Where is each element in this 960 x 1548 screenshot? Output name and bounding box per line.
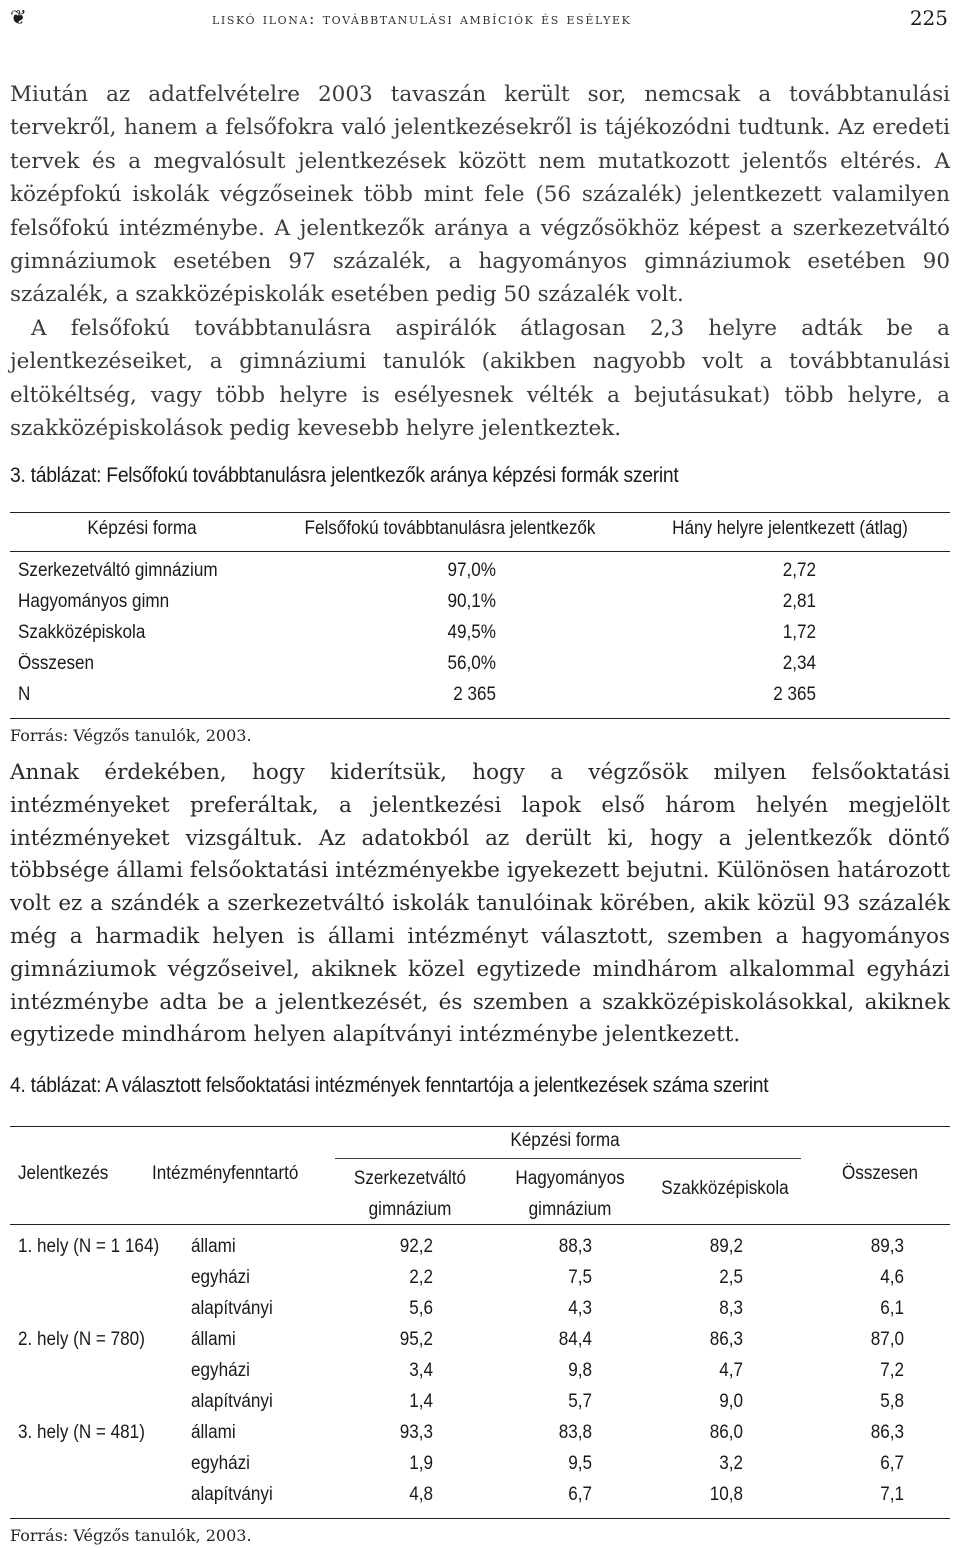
table4-cell-hagyomanyos: 84,4 bbox=[558, 1329, 592, 1350]
table3-bottom-rule bbox=[10, 718, 950, 719]
table3-header-atlag: Hány helyre jelentkezett (átlag) bbox=[672, 518, 908, 539]
table4-cell-osszesen: 6,7 bbox=[880, 1453, 904, 1474]
table4-top-rule bbox=[10, 1126, 950, 1127]
table4-cell-jelentkezes: 2. hely (N = 780) bbox=[18, 1329, 145, 1350]
table4-header-hagyomanyos: Hagyományos gimnázium bbox=[515, 1168, 625, 1220]
table4-cell-szakkozep: 10,8 bbox=[709, 1484, 743, 1505]
table3-cell-atlag: 2 365 bbox=[773, 684, 816, 705]
table4-source: Forrás: Végzős tanulók, 2003. bbox=[10, 1526, 252, 1545]
table4-cell-szakkozep: 8,3 bbox=[719, 1298, 743, 1319]
table4-cell-szerkezetvalto: 1,9 bbox=[409, 1453, 433, 1474]
table4-cell-osszesen: 87,0 bbox=[870, 1329, 904, 1350]
table4-cell-hagyomanyos: 6,7 bbox=[568, 1484, 592, 1505]
table4-cell-jelentkezes: 3. hely (N = 481) bbox=[18, 1422, 145, 1443]
table3-cell-jelentkezok: 49,5% bbox=[447, 622, 496, 643]
intro-paragraph-2: A felsőfokú továbbtanulásra aspirálók átlagosan 2,3 helyre adták be a jelentkezéseiket, a gimnáziumi tanulók (akikben nagyobb volt a továbbtanulási eltökéltség, vagy több helyre is esélyesnek vélték a bejutásukat) több helyre, a szakközépiskolások pedig kevesebb helyre jelentkeztek. bbox=[10, 315, 950, 442]
table4-cell-szakkozep: 3,2 bbox=[719, 1453, 743, 1474]
table4-cell-osszesen: 89,3 bbox=[870, 1236, 904, 1257]
table4-cell-szerkezetvalto: 93,3 bbox=[399, 1422, 433, 1443]
table4-cell-szerkezetvalto: 4,8 bbox=[409, 1484, 433, 1505]
table4-cell-szakkozep: 9,0 bbox=[719, 1391, 743, 1412]
table4-cell-szerkezetvalto: 2,2 bbox=[409, 1267, 433, 1288]
table4-cell-fenntarto: alapítványi bbox=[191, 1484, 273, 1505]
running-head: liskó ilona: továbbtanulási ambíciók és esélyek bbox=[212, 9, 632, 28]
table4-cell-osszesen: 6,1 bbox=[880, 1298, 904, 1319]
fleuron-icon: ❦ bbox=[10, 5, 27, 29]
table4-cell-osszesen: 4,6 bbox=[880, 1267, 904, 1288]
page-header bbox=[10, 6, 950, 30]
table4-bottom-rule bbox=[10, 1518, 950, 1519]
table4-header-szakkozep: Szakközépiskola bbox=[661, 1178, 789, 1199]
table4-header-jelentkezes: Jelentkezés bbox=[18, 1163, 109, 1184]
table4-cell-osszesen: 7,1 bbox=[880, 1484, 904, 1505]
table3-cell-forma: Szakközépiskola bbox=[18, 622, 146, 643]
table4-cell-fenntarto: állami bbox=[191, 1329, 236, 1350]
intro-paragraph-1: Miután az adatfelvételre 2003 tavaszán került sor, nemcsak a továbbtanulási tervekről, hanem a felsőfokra való jelentkezésekről is tájékozódni tudtunk. Az eredeti tervek és a megvalósult jelentkezések között nem mutatkozott jelentős eltérés. A középfokú iskolák végzőseinek több mint fele (56 százalék) jelentkezett valamilyen felsőfokú intézménybe. A jelentkezők aránya a végzősökhöz képest a szerkezetváltó gimnáziumok esetében 97 százalék, a hagyományos gimnáziumok esetében 90 százalék, a szakközépiskolák esetében pedig 50 százalék volt. bbox=[10, 82, 950, 308]
table3-cell-forma: Hagyományos gimn bbox=[18, 591, 170, 612]
page-number: 225 bbox=[909, 6, 948, 30]
table4-cell-szerkezetvalto: 5,6 bbox=[409, 1298, 433, 1319]
table3-header-jelentkezok: Felsőfokú továbbtanulásra jelentkezők bbox=[304, 518, 596, 539]
table3-cell-forma: Összesen bbox=[18, 653, 95, 674]
table4-cell-fenntarto: alapítványi bbox=[191, 1391, 273, 1412]
table4-cell-fenntarto: állami bbox=[191, 1236, 236, 1257]
table3-cell-forma: N bbox=[18, 684, 31, 705]
table4-cell-osszesen: 5,8 bbox=[880, 1391, 904, 1412]
table4-cell-hagyomanyos: 5,7 bbox=[568, 1391, 592, 1412]
table4-cell-szakkozep: 4,7 bbox=[719, 1360, 743, 1381]
table4-cell-osszesen: 86,3 bbox=[870, 1422, 904, 1443]
table4-cell-szakkozep: 2,5 bbox=[719, 1267, 743, 1288]
table3-cell-atlag: 2,34 bbox=[782, 653, 816, 674]
table3-source: Forrás: Végzős tanulók, 2003. bbox=[10, 726, 252, 745]
table4-cell-szerkezetvalto: 3,4 bbox=[409, 1360, 433, 1381]
table3-cell-forma: Szerkezetváltó gimnázium bbox=[18, 560, 218, 581]
table4-header-szerkezetvalto: Szerkezetváltó gimnázium bbox=[353, 1168, 467, 1220]
table4-cell-hagyomanyos: 83,8 bbox=[558, 1422, 592, 1443]
table4-cell-osszesen: 7,2 bbox=[880, 1360, 904, 1381]
table4-header-rule bbox=[10, 1224, 950, 1225]
table4-group-header: Képzési forma bbox=[510, 1130, 620, 1151]
table4-cell-szerkezetvalto: 92,2 bbox=[399, 1236, 433, 1257]
table4-cell-szakkozep: 86,0 bbox=[709, 1422, 743, 1443]
table4-caption: 4. táblázat: A választott felsőoktatási intézmények fenntartója a jelentkezések száma szerint bbox=[10, 1074, 769, 1097]
table3-top-rule bbox=[10, 512, 950, 513]
table4-cell-hagyomanyos: 7,5 bbox=[568, 1267, 592, 1288]
table3-cell-jelentkezok: 90,1% bbox=[447, 591, 496, 612]
intro-text bbox=[10, 78, 950, 445]
table3-header-forma: Képzési forma bbox=[87, 518, 197, 539]
table4-header-osszesen: Összesen bbox=[841, 1163, 919, 1184]
table4-cell-hagyomanyos: 9,5 bbox=[568, 1453, 592, 1474]
table4-cell-hagyomanyos: 9,8 bbox=[568, 1360, 592, 1381]
table3-cell-atlag: 2,81 bbox=[782, 591, 816, 612]
table4-cell-hagyomanyos: 88,3 bbox=[558, 1236, 592, 1257]
table4-cell-szakkozep: 86,3 bbox=[709, 1329, 743, 1350]
table4-cell-hagyomanyos: 4,3 bbox=[568, 1298, 592, 1319]
table3-cell-atlag: 2,72 bbox=[782, 560, 816, 581]
table4-cell-szakkozep: 89,2 bbox=[709, 1236, 743, 1257]
table3-cell-atlag: 1,72 bbox=[782, 622, 816, 643]
table4-cell-szerkezetvalto: 1,4 bbox=[409, 1391, 433, 1412]
table4-cell-szerkezetvalto: 95,2 bbox=[399, 1329, 433, 1350]
table4-cell-fenntarto: egyházi bbox=[191, 1453, 250, 1474]
table4-cell-fenntarto: egyházi bbox=[191, 1360, 250, 1381]
table3-header-rule bbox=[10, 551, 950, 552]
table3-cell-jelentkezok: 97,0% bbox=[447, 560, 496, 581]
table4-header-fenntarto: Intézményfenntartó bbox=[152, 1163, 299, 1184]
table3-caption: 3. táblázat: Felsőfokú továbbtanulásra jelentkezők aránya képzési formák szerint bbox=[10, 464, 679, 487]
body-paragraph: Annak érdekében, hogy kiderítsük, hogy a végzősök milyen felsőoktatási intézményeket preferáltak, a jelentkezési lapok első három helyén megjelölt intézményeket vizsgáltuk. Az adatokból az derült ki, hogy a jelentkezők döntő többsége állami felsőoktatási intézményekbe igyekezett bejutni. Különösen határozott volt ez a szándék a szerkezetváltó iskolák tanulóinak körében, akik közül 93 százalék még a harmadik helyen is állami intézményt választott, szemben a hagyományos gimnáziumok végzőseivel, akiknek közel egytizede mindhárom alkalommal egyházi intézménybe adta be a jelentkezését, és szemben a szakközépiskolásokkal, akiknek egytizede mindhárom helyen alapítványi intézménybe jelentkezett. bbox=[10, 760, 950, 1048]
table4-cell-fenntarto: egyházi bbox=[191, 1267, 250, 1288]
table4-cell-jelentkezes: 1. hely (N = 1 164) bbox=[18, 1236, 160, 1257]
table3-cell-jelentkezok: 56,0% bbox=[447, 653, 496, 674]
table3-cell-jelentkezok: 2 365 bbox=[453, 684, 496, 705]
table4-group-rule bbox=[335, 1158, 801, 1159]
table4-cell-fenntarto: alapítványi bbox=[191, 1298, 273, 1319]
table4-cell-fenntarto: állami bbox=[191, 1422, 236, 1443]
